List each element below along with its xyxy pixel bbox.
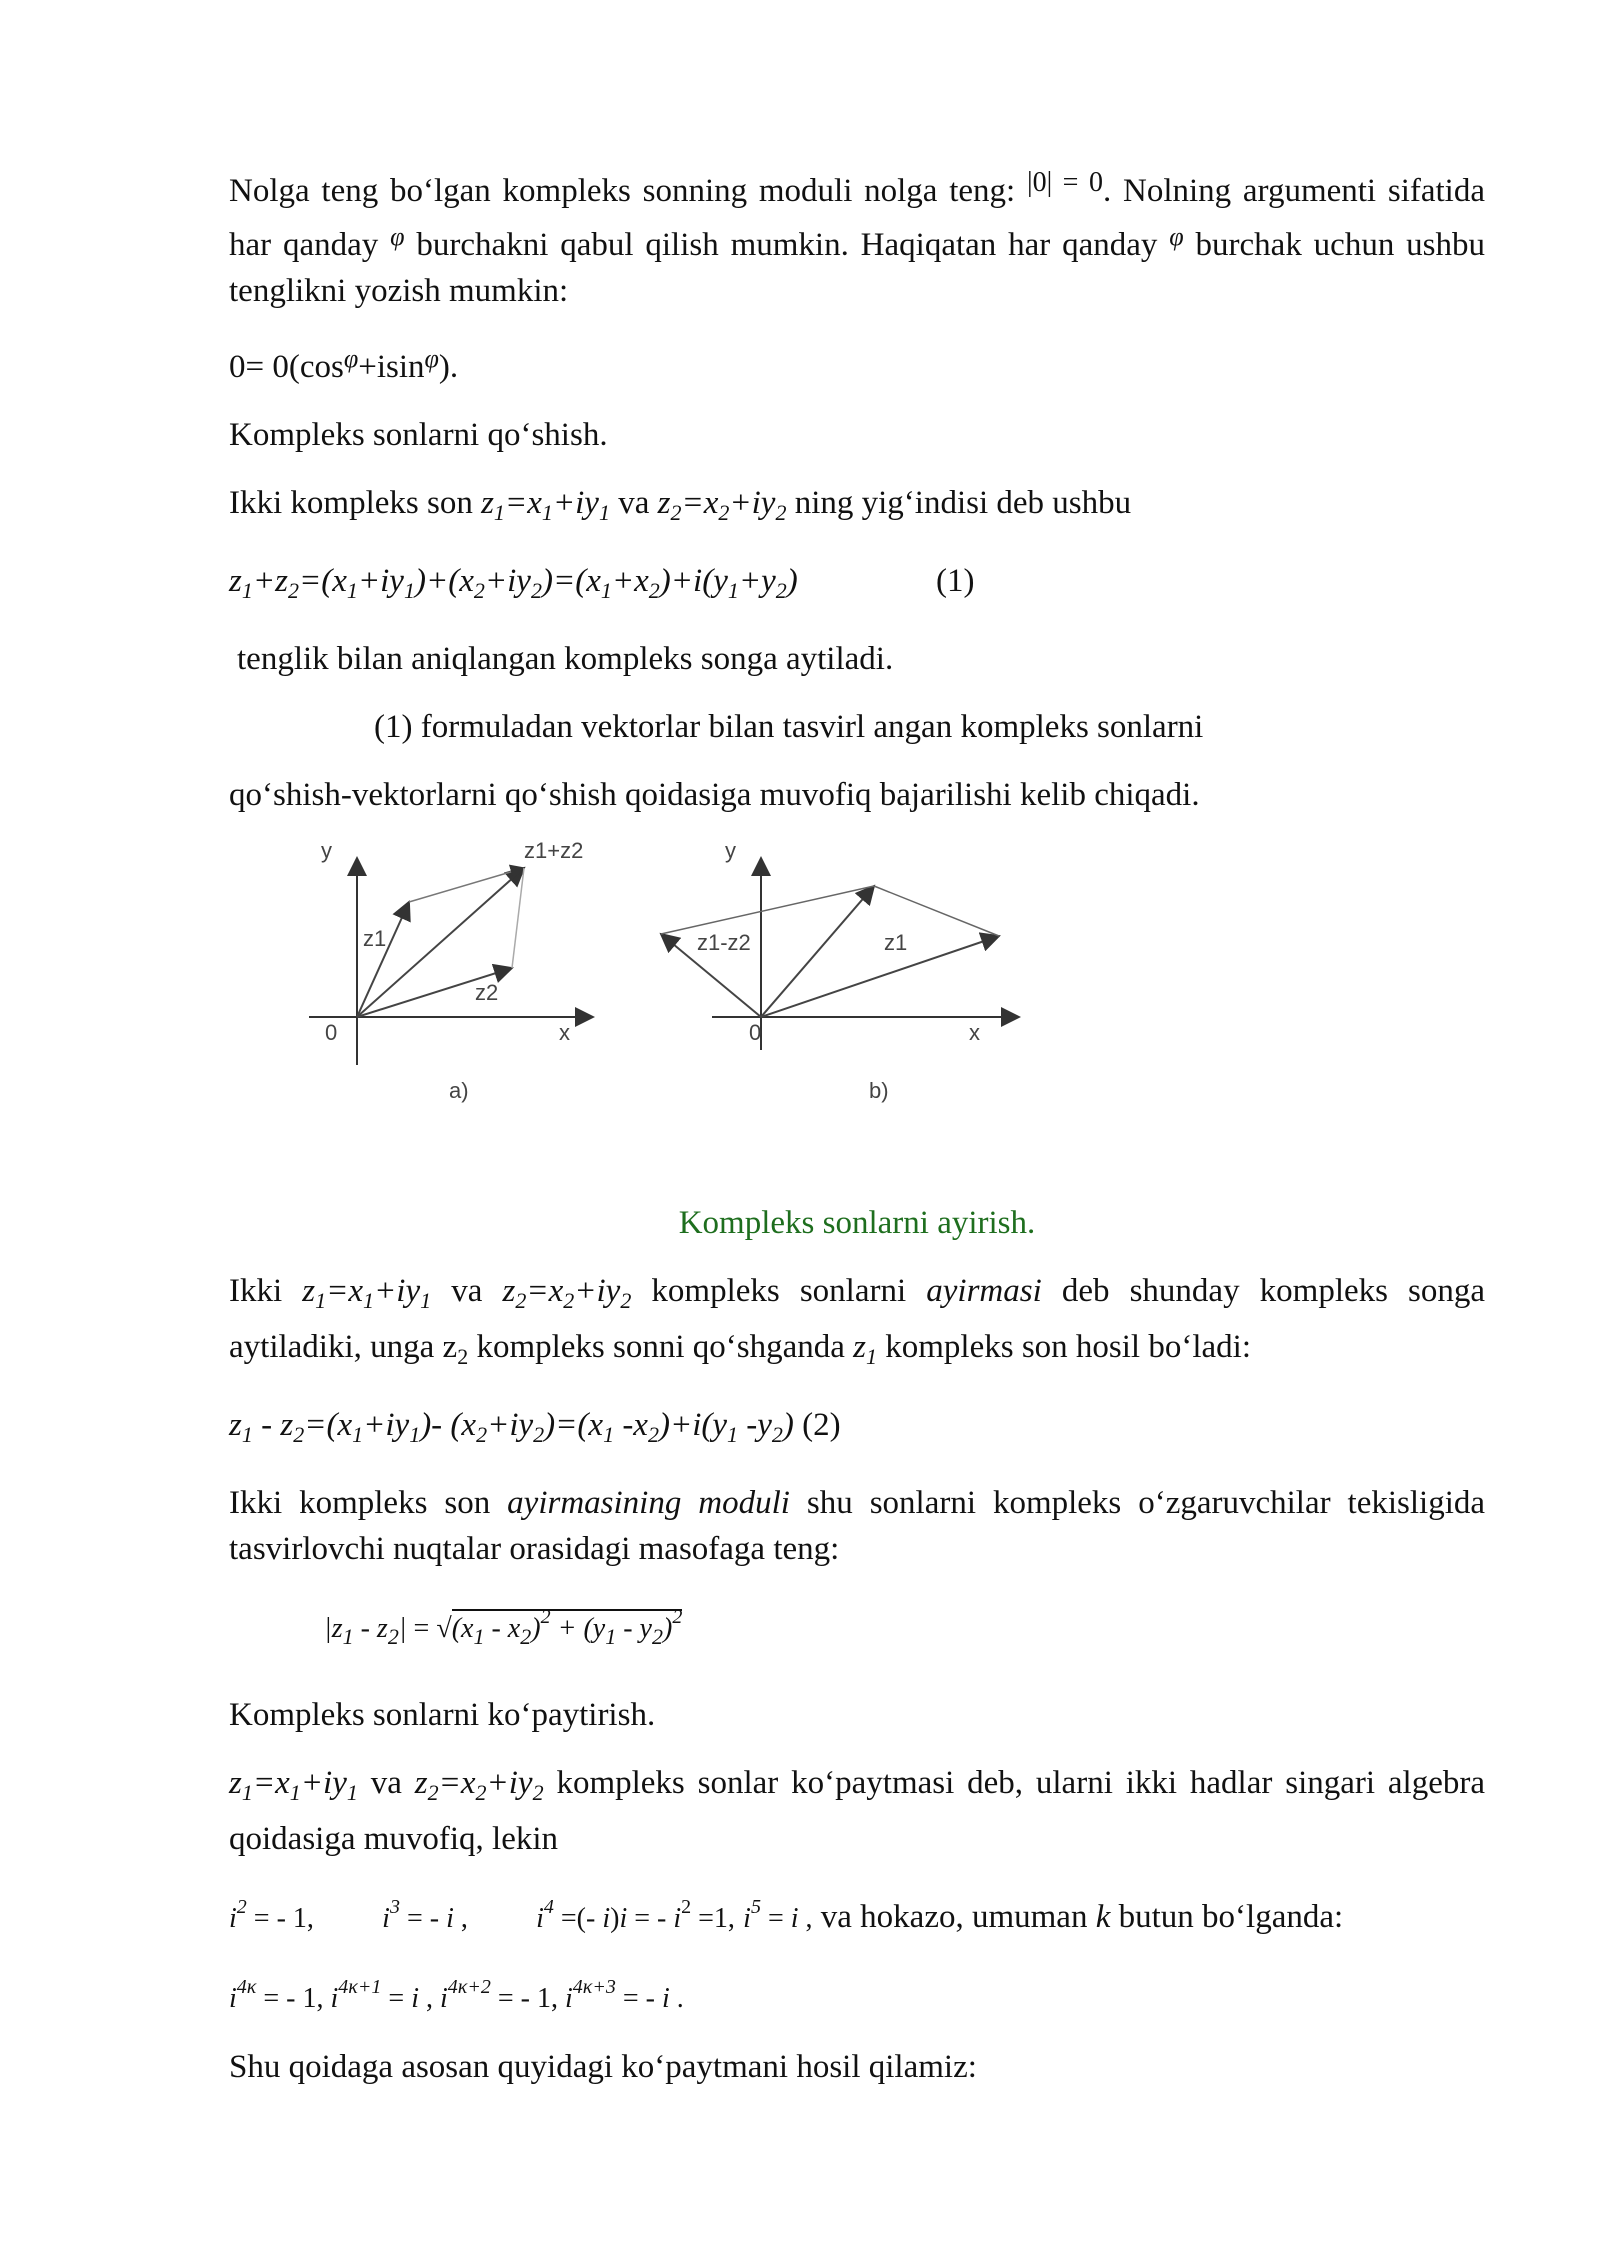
a-z1-vector (357, 902, 409, 1017)
heading-subtraction: Kompleks sonlarni ayirish. (678, 1205, 1036, 1241)
paragraph-addition-intro: Ikki kompleks son $z_1=x_1+iy_1$ va $z_2=x_2+iy_2$ ning yig‘indisi deb ushbu (229, 485, 1132, 525)
b-x-label: x (969, 1020, 980, 1045)
vector-figure (229, 840, 1485, 1170)
paragraph-multiplication: $z_1=x_1+iy_1$ va $z_2=x_2+iy_2$ kompleks sonlar ko‘paytmasi deb, ularni ikki hadlar singari algebra qoidasiga muvofiq, lekin (229, 1765, 1485, 1857)
paragraph-product: Shu qoidaga asosan quyidagi ko‘paytmani hosil qilamiz: (229, 2049, 977, 2085)
distance-formula: $|z_1 - z_2| = √(x_1 - x_2)^2 + (y_1 - y_2)^2$ (324, 1606, 683, 1649)
phi-symbol: φ (390, 222, 405, 251)
vector-diagram (229, 840, 1485, 1170)
z1-definition: $z_1=x_1+iy_1$ (481, 485, 610, 525)
b-diff-label: z1-z2 (697, 930, 751, 955)
equation-1: $z_1+z_2=(x_1+iy_1)+(x_2+iy_2)=(x_1+x_2)+i(y_1+y_2)$ (1) (229, 558, 1485, 614)
a-z1-label: z1 (363, 926, 387, 951)
b-caption: b) (869, 1078, 889, 1103)
a-sum-label: z1+z2 (524, 840, 584, 863)
a-z2-label: z2 (475, 980, 499, 1005)
equation-2: $z_1 - z_2=(x_1+iy_1)-$ $(x_2+iy_2)=(x_1$ $-x_2)+i(y_1$ $-y_2$) (2) (229, 1407, 841, 1447)
paragraph-addition-vectors: (1) formuladan vektorlar bilan tasvirl angan kompleks sonlarni (374, 709, 1204, 745)
a-parallelogram-side (512, 868, 524, 968)
heading-addition: Kompleks sonlarni qo‘shish. (229, 417, 608, 453)
paragraph-subtraction: Ikki $z_1=x_1+iy_1$ va $z_2=x_2+iy_2$ kompleks sonlarni ayirmasi deb shunday kompleks songa aytiladiki, unga $z_2$ kompleks sonni qo‘shganda $z_1$ kompleks son hosil bo‘ladi: (229, 1273, 1486, 1369)
a-y-label: y (321, 840, 332, 863)
heading-multiplication: Kompleks sonlarni ko‘paytirish. (229, 1697, 656, 1733)
b-top-line-left (661, 886, 874, 934)
zero-modulus-formula: |0| = 0 (1026, 167, 1103, 198)
powers-of-i-general: $i^{4\kappa}$ = - 1, $i^{4\kappa+1} = i$ , $i^{4\kappa+2}$ = - 1, $i^{4\kappa+3}$ = - i . (229, 1976, 684, 2014)
phi-symbol: φ (1169, 222, 1184, 251)
equation-number: (2) (802, 1407, 841, 1443)
paragraph-addition-def: tenglik bilan aniqlangan kompleks songa aytiladi. (237, 641, 894, 677)
b-top-line-right (874, 886, 999, 936)
equation-zero-trig: $0= 0(\cos^\varphi+isin^\varphi)$. (229, 344, 459, 385)
b-origin-label: 0 (749, 1020, 762, 1045)
document-page (229, 160, 1485, 2112)
a-origin-label: 0 (325, 1020, 338, 1045)
powers-of-i: $i^2$ = - 1, $i^3$ = - i , $i^4$ =(- i)i = - $i^2 =1$, $i^5 = i$ , va hokazo, umuman k butun bo‘lganda: (229, 1896, 1344, 1935)
b-z1-label: z1 (884, 930, 908, 955)
a-caption: a) (449, 1078, 469, 1103)
paragraph-addition-rule: qo‘shish-vektorlarni qo‘shish qoidasiga muvofiq bajarilishi kelib chiqadi. (229, 777, 1200, 813)
a-x-label: x (559, 1020, 570, 1045)
b-y-label: y (725, 840, 736, 863)
a-parallelogram-top (409, 868, 524, 902)
paragraph-modulus: Ikki kompleks son ayirmasining moduli shu sonlarni kompleks o‘zgaruvchilar tekisligida tasvirlovchi nuqtalar orasidagi masofaga teng: (229, 1485, 1486, 1567)
z2-definition: $z_2=x_2+iy_2$ (657, 485, 787, 525)
equation-number: (1) (936, 563, 975, 599)
paragraph-zero-modulus: Nolga teng bo‘lgan kompleks sonning moduli nolga teng: $^{|0| = 0}$. Nolning argumenti sifatida har qanday $^\varphi$ burchakni qabul qilish mumkin. Haqiqatan har qanday $^\varphi$ burchak uchun ushbu tenglikni yozish mumkin: (229, 167, 1486, 309)
